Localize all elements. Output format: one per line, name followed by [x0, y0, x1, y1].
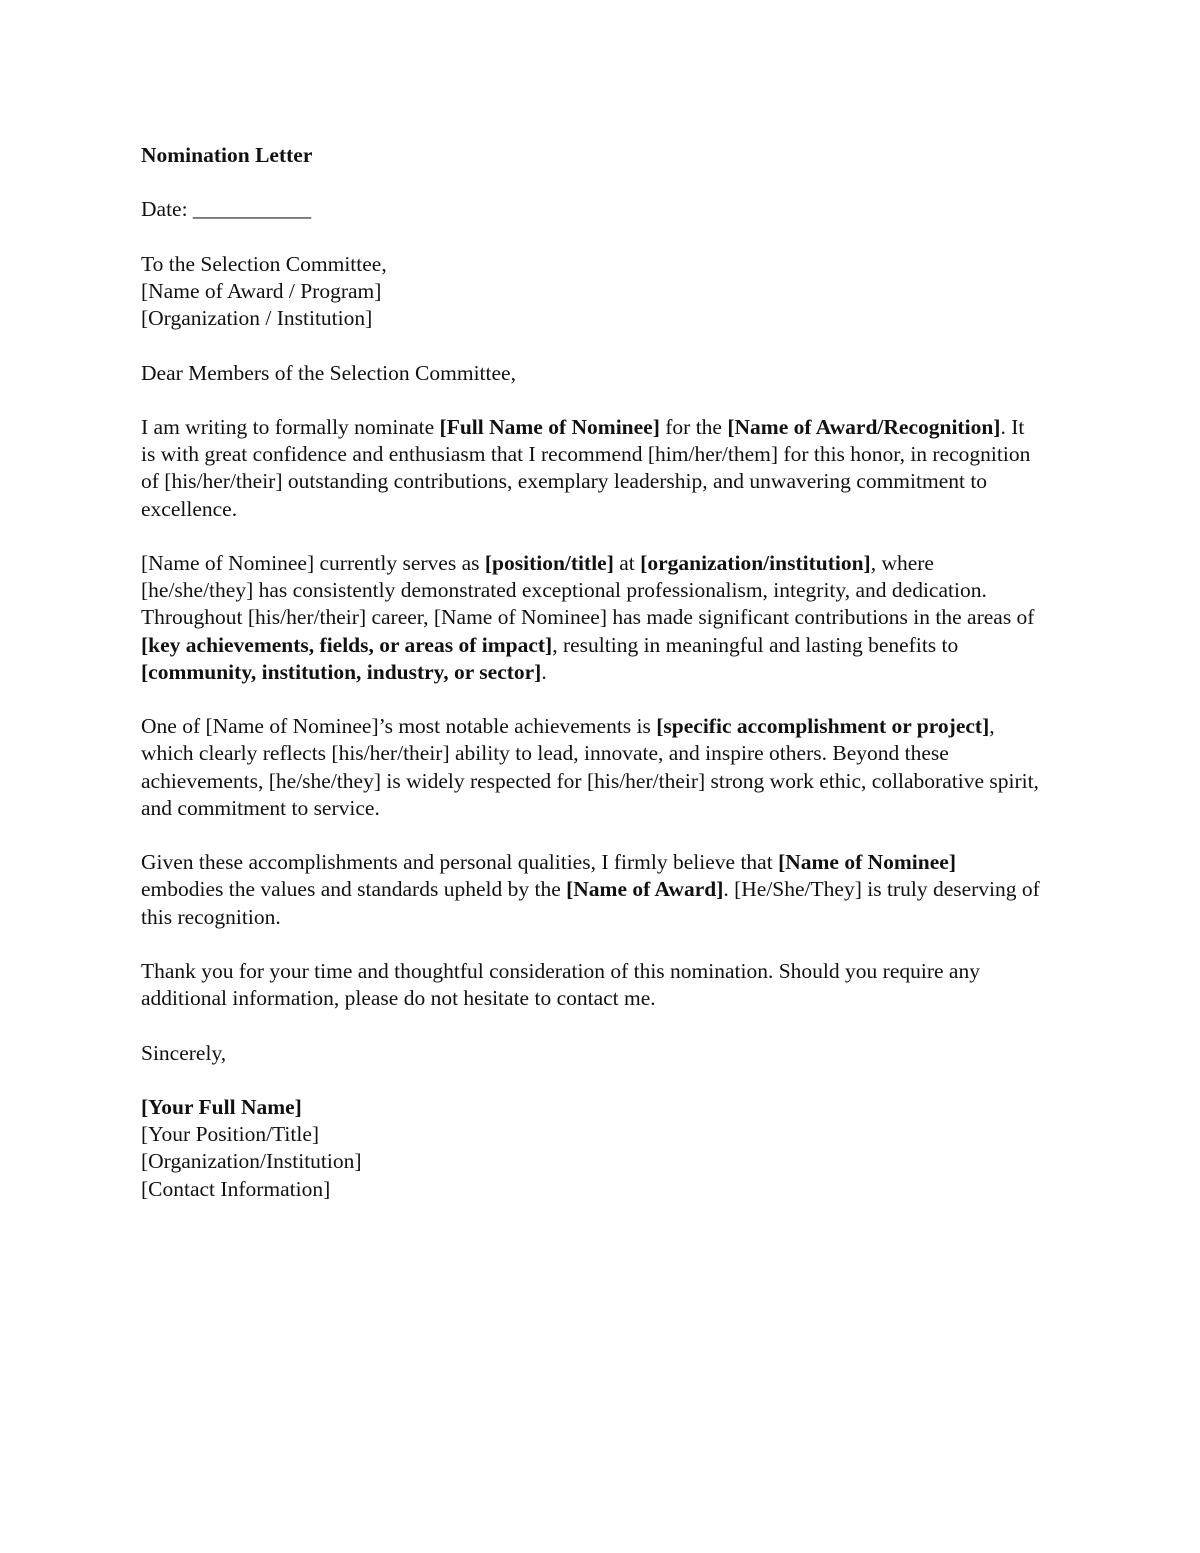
- signature-position: [Your Position/Title]: [141, 1122, 320, 1147]
- salutation: Dear Members of the Selection Committee,: [141, 360, 516, 385]
- para3-text-2: , which clearly reflects [his/her/their] ability to lead, innovate, and inspire others. Beyond these achievements, [he/she/they] is widely respected for [his/her/their] strong work ethic, collaborative spirit, and commitment to service.: [141, 714, 1039, 820]
- paragraph-achievements: [141, 713, 1041, 822]
- nominee-name-placeholder: [Full Name of Nominee]: [439, 414, 660, 439]
- paragraph-thanks: Thank you for your time and thoughtful consideration of this nomination. Should you require any additional information, please do not hesitate to contact me.: [141, 958, 980, 1011]
- para2-text-2: at: [613, 550, 641, 575]
- paragraph-nomination: [141, 414, 1041, 523]
- para3-text-1: One of [Name of Nominee]’s most notable achievements is: [141, 714, 657, 739]
- document-title: Nomination Letter: [141, 143, 313, 167]
- award-name-placeholder-2: [Name of Award]: [566, 877, 724, 902]
- letter-body: [141, 142, 1041, 1230]
- recipient-line-committee: To the Selection Committee,: [141, 251, 387, 276]
- position-placeholder: [position/title]: [484, 550, 614, 575]
- community-placeholder: [community, institution, industry, or sector]: [141, 659, 542, 684]
- para4-text-1: Given these accomplishments and personal qualities, I firmly believe that: [141, 850, 779, 875]
- recipient-line-organization: [Organization / Institution]: [141, 306, 373, 331]
- signature-contact: [Contact Information]: [141, 1176, 331, 1201]
- para1-text-3: . It is with great confidence and enthusiasm that I recommend [him/her/them] for this honor, in recognition of [his/her/their] outstanding contributions, exemplary leadership, and unwavering commitment to excellence.: [141, 414, 1031, 521]
- award-name-placeholder: [Name of Award/Recognition]: [727, 414, 1001, 439]
- date-line: Date: ___________: [141, 197, 312, 222]
- paragraph-role: [141, 550, 1041, 686]
- signature-block: [141, 1094, 1041, 1203]
- recipient-block: [141, 251, 1041, 333]
- para2-text-4: , resulting in meaningful and lasting benefits to: [552, 632, 959, 657]
- key-achievements-placeholder: [key achievements, fields, or areas of impact]: [141, 632, 553, 657]
- para2-text-1: [Name of Nominee] currently serves as: [141, 550, 485, 575]
- nominee-name-placeholder-2: [Name of Nominee]: [778, 850, 956, 875]
- para1-text-1: I am writing to formally nominate: [141, 414, 440, 439]
- closing: Sincerely,: [141, 1040, 227, 1065]
- para2-text-5: .: [541, 659, 547, 684]
- para4-text-3: . [He/She/They] is truly deserving of this recognition.: [141, 877, 1040, 929]
- paragraph-qualities: [141, 849, 1041, 931]
- para2-text-3: , where [he/she/they] has consistently demonstrated exceptional professionalism, integrity, and dedication. Throughout [his/her/their] career, [Name of Nominee] has made significant contributions in the areas of: [141, 550, 1035, 630]
- para1-text-2: for the: [659, 414, 728, 439]
- accomplishment-placeholder: [specific accomplishment or project]: [656, 714, 990, 739]
- organization-placeholder: [organization/institution]: [640, 550, 871, 575]
- signature-name: [Your Full Name]: [141, 1094, 302, 1119]
- recipient-line-award: [Name of Award / Program]: [141, 278, 382, 303]
- para4-text-2: embodies the values and standards upheld by the: [141, 877, 567, 902]
- signature-organization: [Organization/Institution]: [141, 1149, 362, 1174]
